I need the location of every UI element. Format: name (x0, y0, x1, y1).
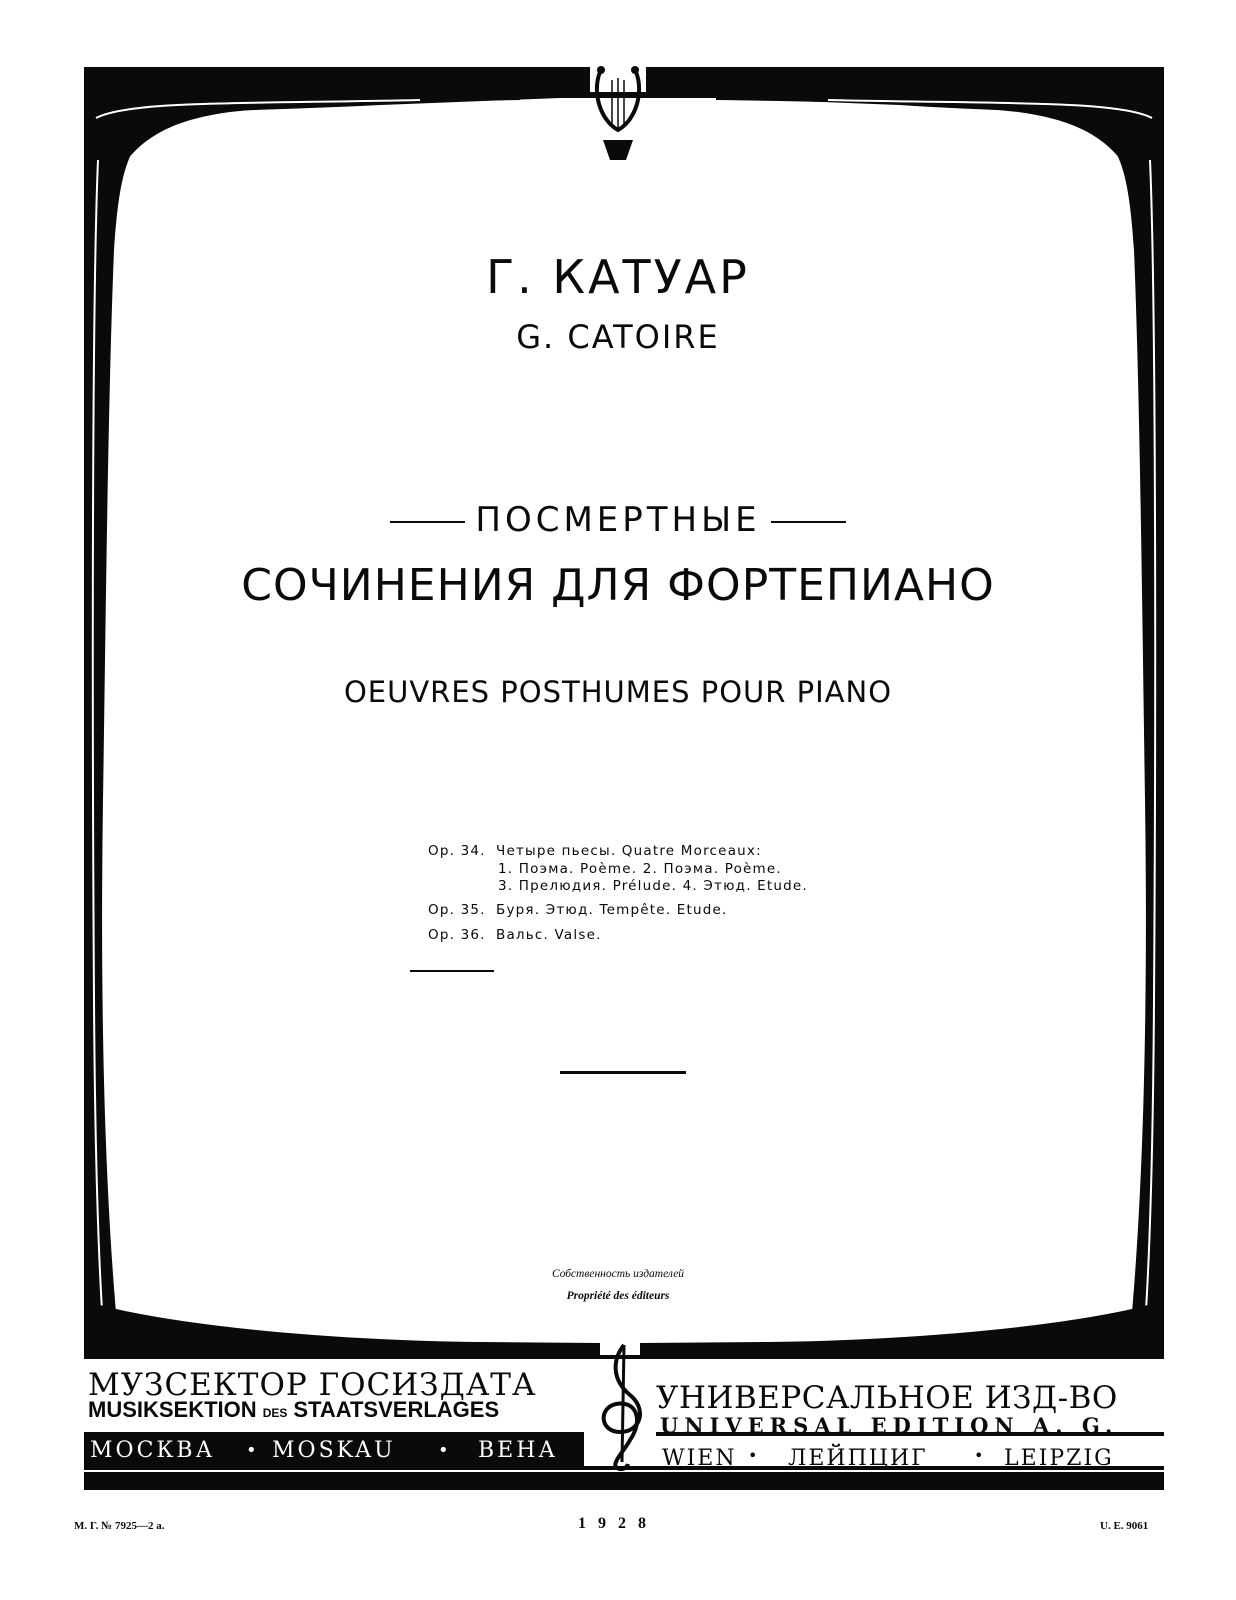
posthumous-label: ПОСМЕРТНЫЕ (475, 500, 761, 540)
selection-underline (410, 970, 494, 972)
composer-name-ru: Г. КАТУАР (486, 250, 750, 304)
property-note-fr: Propriété des éditeurs (566, 1290, 670, 1302)
posthumous-heading (0, 500, 1236, 540)
publisher-left-de: MUSIKSEKTION DES STAATSVERLAGES (88, 1397, 500, 1422)
separator-dot: • (974, 1446, 986, 1465)
separator-dot: • (748, 1446, 760, 1465)
opus-item-selected: Op. 36. Вальс. Valse. (428, 927, 602, 943)
opus-list (428, 842, 808, 945)
city-moscow-de: MOSKAU (272, 1438, 396, 1463)
city-leipzig-de: LEIPZIG (1004, 1446, 1114, 1471)
publication-year: 1928 (578, 1515, 658, 1532)
works-title-fr: OEUVRES POSTHUMES POUR PIANO (343, 675, 893, 709)
dash-right (771, 521, 846, 523)
opus-item: Op. 35. Буря. Этюд. Tempête. Etude. (428, 902, 728, 918)
publisher-right-lat: UNIVERSAL EDITION A. G. (660, 1413, 1119, 1438)
separator-dot: • (246, 1440, 257, 1461)
city-leipzig-ru: ЛЕЙПЦИГ (788, 1446, 928, 1471)
city-moscow-ru: МОСКВА (90, 1438, 216, 1463)
city-vienna-ru: ВЕНА (478, 1438, 559, 1463)
opus-sub-item: 3. Прелюдия. Prélude. 4. Этюд. Etude. (498, 878, 808, 894)
publisher-left-ru: МУЗСЕКТОР ГОСИЗДАТА (88, 1367, 537, 1403)
city-vienna-de: WIEN (662, 1446, 737, 1471)
opus-sub-item: 1. Поэма. Poème. 2. Поэма. Poème. (498, 861, 782, 877)
plate-number-right: U. E. 9061 (1100, 1520, 1149, 1532)
plate-number-left: M. Г. № 7925—2 a. (74, 1520, 165, 1532)
composer-name-lat: G. CATOIRE (516, 318, 720, 356)
opus-item: Op. 34. Четыре пьесы. Quatre Morceaux: (428, 843, 762, 859)
treble-clef-icon (604, 1345, 640, 1469)
separator-dot: • (438, 1440, 449, 1461)
dash-left (390, 521, 465, 523)
works-title-ru: СОЧИНЕНИЯ ДЛЯ ФОРТЕПИАНО (241, 560, 995, 611)
lyre-icon (590, 62, 646, 160)
divider-rule (560, 1071, 686, 1074)
property-note-ru: Собственность издателей (551, 1268, 685, 1280)
publisher-right-ru: УНИВЕРСАЛЬНОЕ ИЗД-ВО (656, 1380, 1118, 1416)
